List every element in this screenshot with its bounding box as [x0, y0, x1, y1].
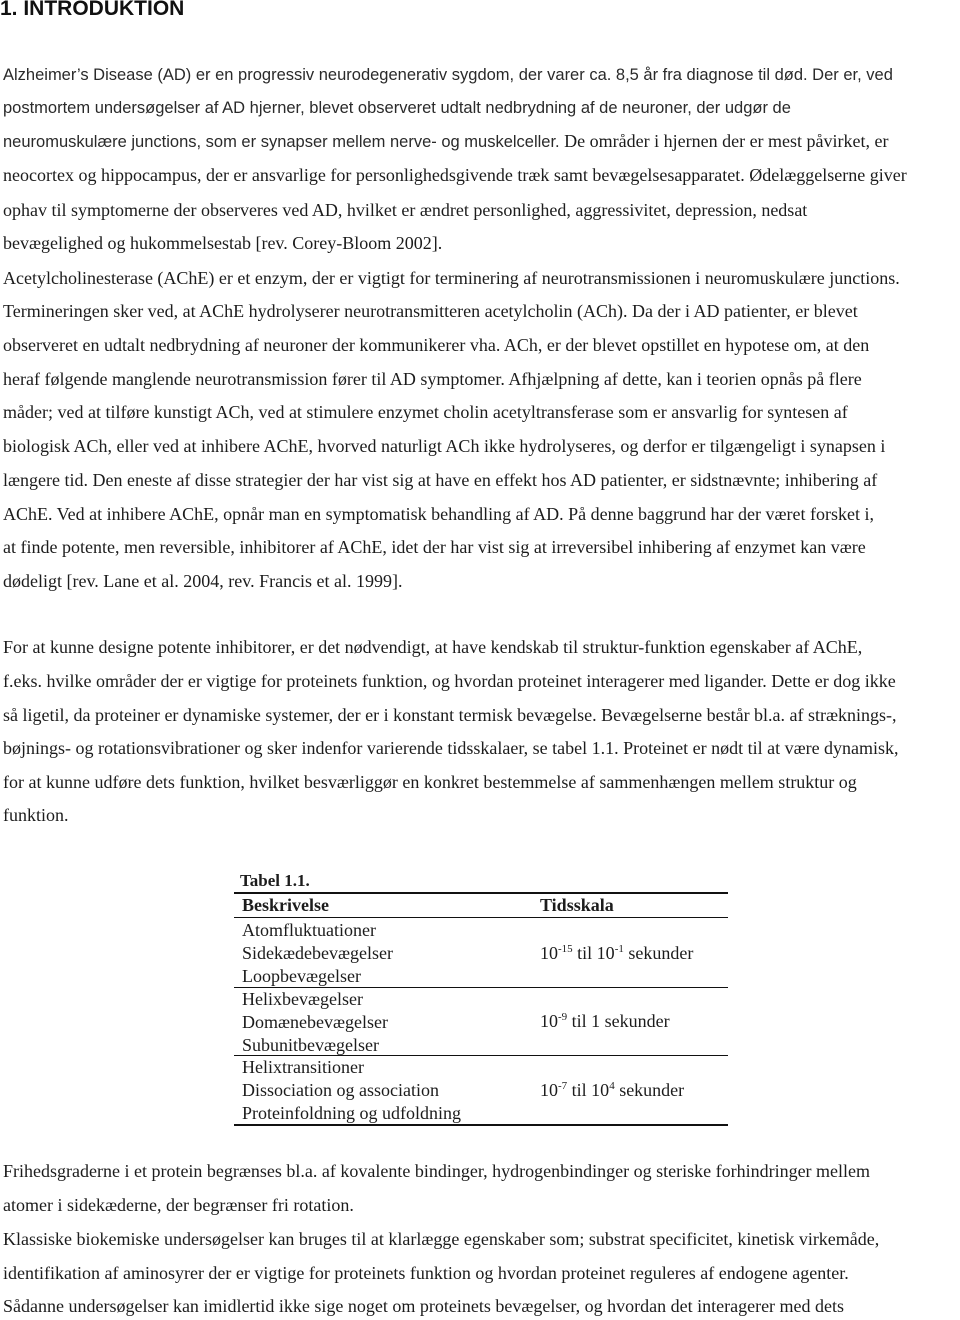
table-cell: Subunitbevægelser: [242, 1035, 379, 1055]
time-base: 10: [540, 1080, 558, 1100]
time-text: til 10: [571, 1080, 610, 1100]
line-segment: neuromuskulære junctions, som er synapser mellem nerve- og muskelceller.: [3, 133, 560, 151]
table-timescale-cell: [540, 1010, 670, 1033]
paragraph-1-line: dødeligt [rev. Lane et al. 2004, rev. Francis et al. 1999].: [3, 571, 403, 591]
table-row-group: [242, 1056, 532, 1125]
paragraph-2-line: f.eks. hvilke områder der er vigtige for proteinets funktion, og hvordan proteinet interagerer med ligander. Dette er dog ikke: [3, 671, 896, 691]
table-cell: Helixbevægelser: [242, 989, 363, 1009]
paragraph-1-line: biologisk ACh, eller ved at inhibere AChE, hvorved naturligt ACh ikke hydrolyseres, og derfor er tilgængeligt i synapsen i: [3, 436, 886, 456]
paragraph-2-line: så ligetil, da proteiner er dynamiske systemer, der er i konstant termisk bevægelse. Bevægelserne består bl.a. af stræknings-,: [3, 705, 897, 725]
table-cell: Dissociation og association: [242, 1080, 439, 1100]
table-cell: Proteinfoldning og udfoldning: [242, 1103, 461, 1123]
paragraph-2-line: For at kunne designe potente inhibitorer, er det nødvendigt, at have kendskab til struktur-funktion egenskaber af AChE,: [3, 637, 863, 657]
paragraph-3-line: Klassiske biokemiske undersøgelser kan bruges til at klarlægge egenskaber som; substrat specificitet, kinetisk virkemåde,: [3, 1229, 880, 1249]
time-base: 10: [540, 943, 558, 963]
line-segment: De områder i hjernen der er mest påvirket, er: [564, 131, 889, 151]
paragraph-1-line: Acetylcholinesterase (AChE) er et enzym, der er vigtigt for terminering af neurotransmissionen i neuromuskulære junctions.: [3, 268, 900, 288]
paragraph-1-line: Alzheimer’s Disease (AD) er en progressiv neurodegenerativ sygdom, der varer ca. 8,5 år fra diagnose til død. Der er, ved: [3, 66, 893, 84]
paragraph-3-line: Frihedsgraderne i et protein begrænses bl.a. af kovalente bindinger, hydrogenbindinger og steriske forhindringer mellem: [3, 1161, 871, 1181]
paragraph-2-line: bøjnings- og rotationsvibrationer og sker indenfor varierende tidsskalaer, se tabel 1.1. Proteinet er nødt til at være dynamisk,: [3, 738, 899, 758]
time-exponent: -9: [558, 1011, 568, 1023]
table-cell: Helixtransitioner: [242, 1057, 364, 1077]
paragraph-1-line: neocortex og hippocampus, der er ansvarlige for personlighedsgivende træk samt bevægelsesapparatet. Ødelæggelserne giver: [3, 165, 907, 185]
table-row-group: [242, 919, 532, 988]
table-cell: Sidekædebevægelser: [242, 943, 393, 963]
time-exponent: -1: [614, 943, 624, 955]
time-unit: sekunder: [619, 1080, 685, 1100]
paragraph-1-line: postmortem undersøgelser af AD hjerner, blevet observeret udtalt nedbrydning af de neuroner, der udgør de: [3, 99, 791, 117]
section-heading: 1. INTRODUKTION: [0, 0, 185, 20]
paragraph-1-line: længere tid. Den eneste af disse strategier der har vist sig at have en effekt hos AD patienter, er sidstnævnte; inhibering af: [3, 470, 878, 490]
table-timescale-cell: [540, 1079, 684, 1102]
time-base: 10: [540, 1011, 558, 1031]
table-header-rule: [234, 917, 728, 918]
table-caption: Tabel 1.1.: [240, 871, 310, 890]
paragraph-1-line: ophav til symptomerne der observeres ved AD, hvilket er ændret personlighed, aggressivitet, depression, nedsat: [3, 200, 808, 220]
paragraph-1-line: observeret en udtalt nedbrydning af neuroner der kommunikerer vha. ACh, er der blevet opstillet en hypotese om, at den: [3, 335, 870, 355]
table-cell: Domænebevægelser: [242, 1012, 388, 1032]
table-timescale-cell: [540, 942, 693, 965]
table-bottom-rule: [234, 1124, 728, 1126]
paragraph-2-line: for at kunne udføre dets funktion, hvilket besværliggør en konkret bestemmelse af sammenhængen mellem struktur og: [3, 772, 857, 792]
paragraph-1-line: Termineringen sker ved, at AChE hydrolyserer neurotransmitteren acetylcholin (ACh). Da der i AD patienter, er blevet: [3, 301, 858, 321]
time-exponent: 4: [609, 1080, 615, 1092]
time-exponent: -7: [558, 1080, 568, 1092]
paragraph-2-line: funktion.: [3, 805, 69, 825]
paragraph-1-line: at finde potente, men reversible, inhibitorer af AChE, idet der har vist sig at irreversibel inhibering af enzymet kan være: [3, 537, 866, 557]
table-row-group: [242, 988, 532, 1057]
paragraph-1-line: AChE. Ved at inhibere AChE, opnår man en symptomatisk behandling af AD. På denne baggrund har der været forsket i,: [3, 504, 874, 524]
table-header-description: Beskrivelse: [242, 895, 329, 915]
paragraph-1-line: [3, 129, 957, 153]
table-cell: Atomfluktuationer: [242, 920, 376, 940]
paragraph-3-line: Sådanne undersøgelser kan imidlertid ikke sige noget om proteinets bevægelser, og hvordan det interagerer med dets: [3, 1296, 845, 1316]
paragraph-1-line: heraf følgende manglende neurotransmission fører til AD symptomer. Afhjælpning af dette, kan i teorien opnås på flere: [3, 369, 862, 389]
paragraph-3-line: identifikation af aminosyrer der er vigtige for proteinets funktion og hvordan proteinet reguleres af endogene agenter.: [3, 1263, 849, 1283]
table-header-timescale: Tidsskala: [540, 895, 614, 915]
time-unit: sekunder: [628, 943, 694, 963]
time-text: til 1 sekunder: [571, 1011, 670, 1031]
time-text: til 10: [577, 943, 615, 963]
paragraph-1-line: måder; ved at tilføre kunstigt ACh, ved at stimulere enzymet cholin acetyltransferase som er ansvarlig for syntesen af: [3, 402, 848, 422]
table-cell: Loopbevægelser: [242, 966, 361, 986]
paragraph-1-line: bevægelighed og hukommelsestab [rev. Corey-Bloom 2002].: [3, 233, 443, 253]
time-exponent: -15: [558, 943, 573, 955]
paragraph-3-line: atomer i sidekæderne, der begrænser fri rotation.: [3, 1195, 354, 1215]
